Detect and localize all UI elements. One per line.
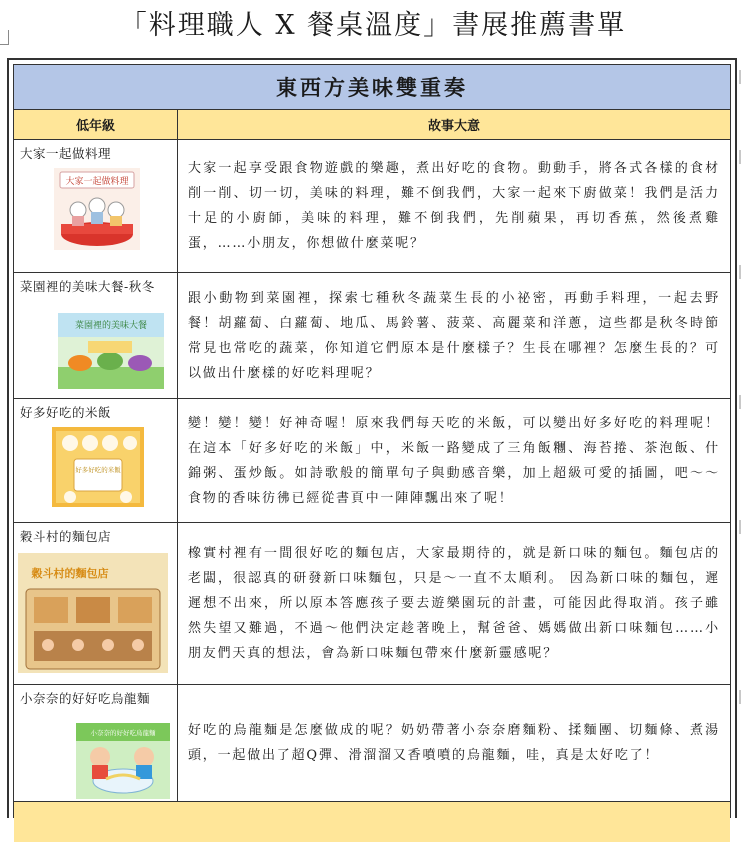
- edge-mark: [739, 395, 741, 409]
- table-row: [14, 140, 730, 273]
- book-cover-image: [52, 427, 144, 507]
- book-summary: 變！變！變！好神奇喔！原來我們每天吃的米飯，可以變出好多好吃的料理呢！在這本「好多好吃的米飯」中，米飯一路變成了三角飯糰、海苔捲、茶泡飯、什錦粥、蛋炒飯。如詩歌般的簡單句子與動感音樂，加上超級可愛的插圖，吧～～食物的香味彷彿已經從書頁中一陣陣飄出來了呢！: [188, 415, 720, 506]
- book-cover-image: [54, 168, 140, 250]
- table-row: [14, 399, 730, 523]
- book-cover-image: [58, 313, 164, 389]
- edge-mark: [739, 265, 741, 279]
- book-title: 穀斗村的麵包店: [20, 529, 112, 544]
- table-header-row: [14, 110, 730, 140]
- table-row: [14, 273, 730, 399]
- table-row: [14, 685, 730, 802]
- table-banner: 東西方美味雙重奏: [14, 65, 730, 110]
- summary-cell: [178, 140, 730, 272]
- book-list-table: [7, 58, 737, 818]
- book-cell: [14, 685, 178, 801]
- table-row: [14, 523, 730, 685]
- book-summary: 大家一起享受跟食物遊戲的樂趣，煮出好吃的食物。動動手，將各式各樣的食材削一削、切一切，美味的料理，難不倒我們，大家一起來下廚做菜！我們是活力十足的小廚師，美味的料理，難不倒我們，先削蘋果，再切香蕉，然後煮雞蛋，……小朋友，你想做什麼菜呢？: [188, 161, 720, 251]
- book-title: 菜園裡的美味大餐-秋冬: [20, 279, 155, 294]
- cover-title-text: 小奈奈的好好吃烏龍麵: [90, 729, 156, 737]
- cover-title-text: 菜園裡的美味大餐: [74, 321, 148, 331]
- summary-cell: [178, 523, 730, 684]
- summary-cell: [178, 685, 730, 801]
- book-cell: [14, 273, 178, 398]
- book-cell: [14, 523, 178, 684]
- book-summary: 橡實村裡有一間很好吃的麵包店，大家最期待的，就是新口味的麵包。麵包店的老闆，很認真的研發新口味麵包，只是～一直不太順利。 因為新口味的麵包，遲遲想不出來，所以原本答應孩子要去遊樂園玩的計畫，可能因此得取消。孩子雖然失望又難過，不過～他們決定趁著晚上，幫爸爸、媽媽做出新口味麵包……小朋友們天真的想法，會為新口味麵包帶來什麼新靈感呢？: [188, 546, 720, 661]
- book-title: 小奈奈的好好吃烏龍麵: [20, 691, 151, 706]
- book-summary: 跟小動物到菜園裡，探索七種秋冬蔬菜生長的小祕密，再動手料理，一起去野餐！胡蘿蔔、白蘿蔔、地瓜、馬鈴薯、菠菜、高麗菜和洋蔥，這些都是秋冬時節常見也常吃的蔬菜，你知道它們原本是什麼樣子？生長在哪裡？怎麼生長的？可以做出什麼樣的好吃料理呢？: [188, 290, 720, 381]
- edge-mark: [739, 520, 741, 534]
- book-title: 好多好吃的米飯: [20, 405, 112, 420]
- header-summary: 故事大意: [427, 119, 480, 134]
- next-section-banner: [14, 802, 730, 842]
- cover-title-text: 穀斗村的麵包店: [31, 567, 109, 580]
- book-cover-image: [18, 553, 168, 673]
- summary-cell: [178, 273, 730, 398]
- summary-cell: [178, 399, 730, 522]
- text-boundary-mark: [0, 30, 9, 45]
- edge-mark: [739, 70, 741, 84]
- edge-mark: [739, 690, 741, 704]
- cover-title-text: 大家一起做料理: [65, 177, 129, 187]
- book-cell: [14, 140, 178, 272]
- header-level: 低年級: [14, 110, 178, 139]
- book-summary: 好吃的烏龍麵是怎麼做成的呢？奶奶帶著小奈奈磨麵粉、揉麵團、切麵條、煮湯頭，一起做出了超Q彈、滑溜溜又香噴噴的烏龍麵，哇，真是太好吃了！: [188, 723, 720, 763]
- book-cell: [14, 399, 178, 522]
- table-inner: [13, 64, 731, 818]
- book-title: 大家一起做料理: [20, 146, 112, 161]
- edge-mark: [739, 150, 741, 164]
- document-title: 「料理職人 X 餐桌溫度」書展推薦書單: [119, 10, 627, 41]
- cover-title-text: 好多好吃的米飯: [75, 466, 121, 474]
- book-cover-image: [76, 723, 170, 799]
